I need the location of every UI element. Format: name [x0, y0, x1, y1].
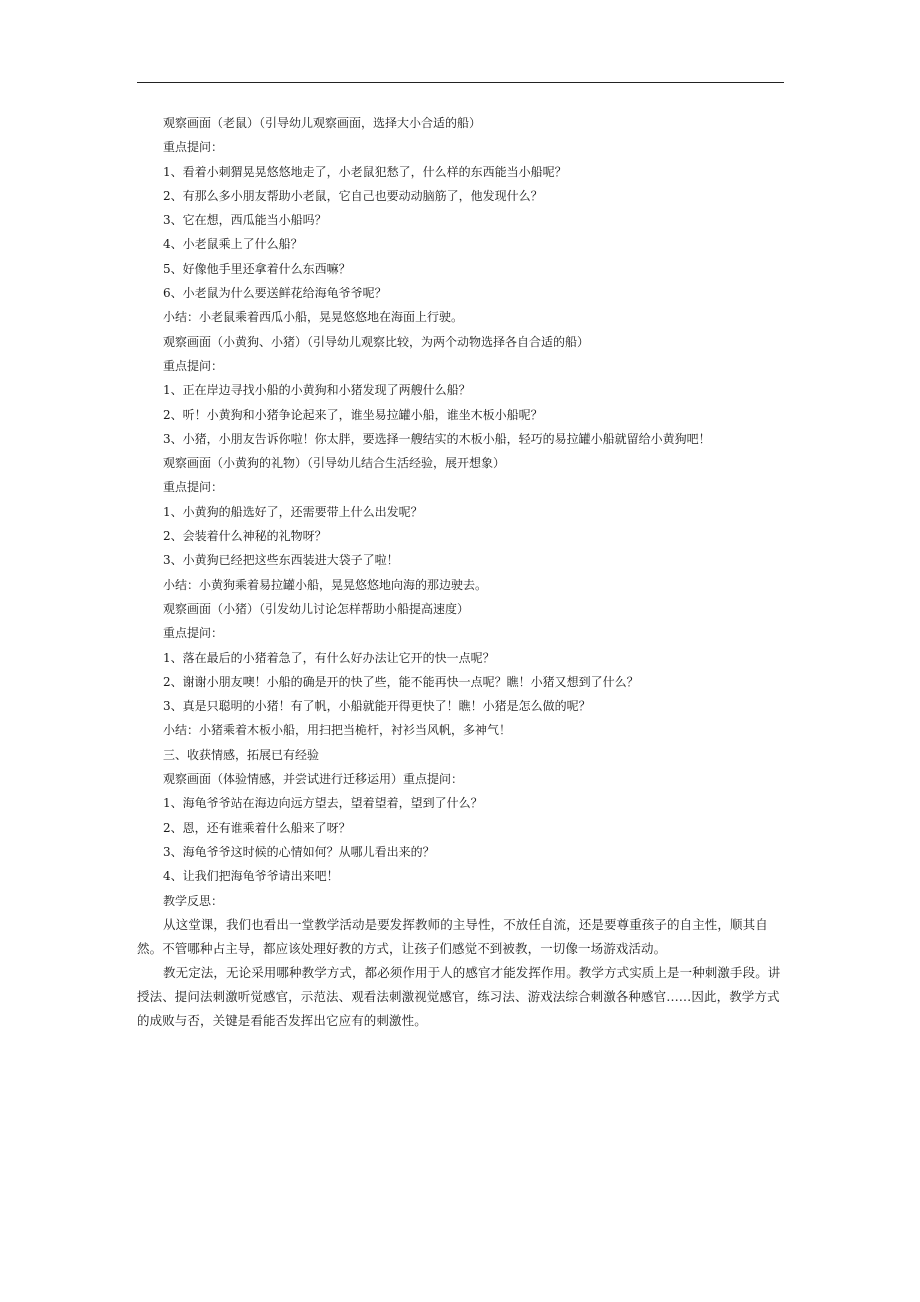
question-item: 2、会装着什么神秘的礼物呀？: [163, 529, 327, 544]
reflection-paragraph: 教无定法，无论采用哪种教学方式，都必须作用于人的感官才能发挥作用。教学方式实质上是一种刺激手段。讲授法、提问法刺激听觉感官，示范法、观看法刺激视觉感官，练习法、游戏法综合刺激各种感官……因此，教学方式的成败与否，关键是看能否发挥出它应有的刺激性。: [137, 964, 781, 1028]
question-heading: 重点提问：: [163, 358, 224, 373]
question-item: 3、它在想，西瓜能当小船吗？: [163, 213, 327, 228]
question-item: 3、真是只聪明的小猪！有了帆，小船就能开得更快了！瞧！小猪是怎么做的呢？: [163, 699, 591, 714]
summary-line: 小结：小猪乘着木板小船，用扫把当桅杆，衬衫当风帆，多神气！: [163, 723, 512, 738]
question-item: 6、小老鼠为什么要送鲜花给海龟爷爷呢？: [163, 286, 387, 301]
question-heading: 重点提问：: [163, 140, 224, 155]
section-heading: 观察画面（小猪）（引发幼儿讨论怎样帮助小船提高速度）: [163, 601, 470, 616]
question-item: 2、恩，还有谁乘着什么船来了呀？: [163, 820, 351, 835]
document-body: [137, 111, 787, 1033]
question-item: 3、小猪，小朋友告诉你啦！你太胖，要选择一艘结实的木板小船，轻巧的易拉罐小船就留给小黄狗吧！: [163, 431, 711, 446]
question-item: 1、正在岸边寻找小船的小黄狗和小猪发现了两艘什么船？: [163, 383, 471, 398]
question-heading: 重点提问：: [163, 480, 224, 495]
question-item: 1、看着小刺猬晃晃悠悠地走了，小老鼠犯愁了，什么样的东西能当小船呢？: [163, 164, 567, 179]
question-item: 4、让我们把海龟爷爷请出来吧！: [163, 869, 339, 884]
section-heading: 观察画面（小黄狗、小猪）（引导幼儿观察比较，为两个动物选择各自合适的船）: [163, 334, 590, 349]
question-heading: 重点提问：: [163, 626, 224, 641]
question-item: 3、海龟爷爷这时候的心情如何？从哪儿看出来的？: [163, 844, 435, 859]
question-item: 1、小黄狗的船选好了，还需要带上什么出发呢？: [163, 504, 423, 519]
question-item: 3、小黄狗已经把这些东西装进大袋子了啦！: [163, 553, 399, 568]
reflection-heading: 教学反思：: [163, 893, 224, 908]
question-item: 2、听！小黄狗和小猪争论起来了，谁坐易拉罐小船，谁坐木板小船呢？: [163, 407, 543, 422]
header-rule: [137, 82, 784, 83]
question-item: 5、好像他手里还拿着什么东西嘛？: [163, 261, 351, 276]
section-heading: 观察画面（老鼠）（引导幼儿观察画面，选择大小合适的船）: [163, 116, 482, 130]
question-item: 2、谢谢小朋友噢！小船的确是开的快了些，能不能再快一点呢？瞧！小猪又想到了什么？: [163, 674, 639, 689]
section-heading: 观察画面（小黄狗的礼物）（引导幼儿结合生活经验，展开想象）: [163, 456, 506, 471]
question-item: 1、海龟爷爷站在海边向远方望去，望着望着，望到了什么？: [163, 796, 483, 811]
summary-line: 小结：小黄狗乘着易拉罐小船，晃晃悠悠地向海的那边驶去。: [163, 577, 488, 592]
question-item: 2、有那么多小朋友帮助小老鼠，它自己也要动动脑筋了，他发现什么？: [163, 188, 543, 203]
reflection-paragraph: 从这堂课，我们也看出一堂教学活动是要发挥教师的主导性，不放任自流，还是要尊重孩子的自主性，顺其自然。不管哪种占主导，都应该处理好教的方式，让孩子们感觉不到被教，一切像一场游戏活动。: [137, 916, 768, 956]
question-item: 4、小老鼠乘上了什么船？: [163, 237, 303, 252]
section-heading: 观察画面（体验情感，并尝试进行迁移运用）重点提问：: [163, 772, 464, 787]
summary-line: 小结：小老鼠乘着西瓜小船，晃晃悠悠地在海面上行驶。: [163, 310, 464, 325]
question-item: 1、落在最后的小猪着急了，有什么好办法让它开的快一点呢？: [163, 650, 495, 665]
part-heading: 三、收获情感，拓展已有经验: [163, 747, 320, 762]
